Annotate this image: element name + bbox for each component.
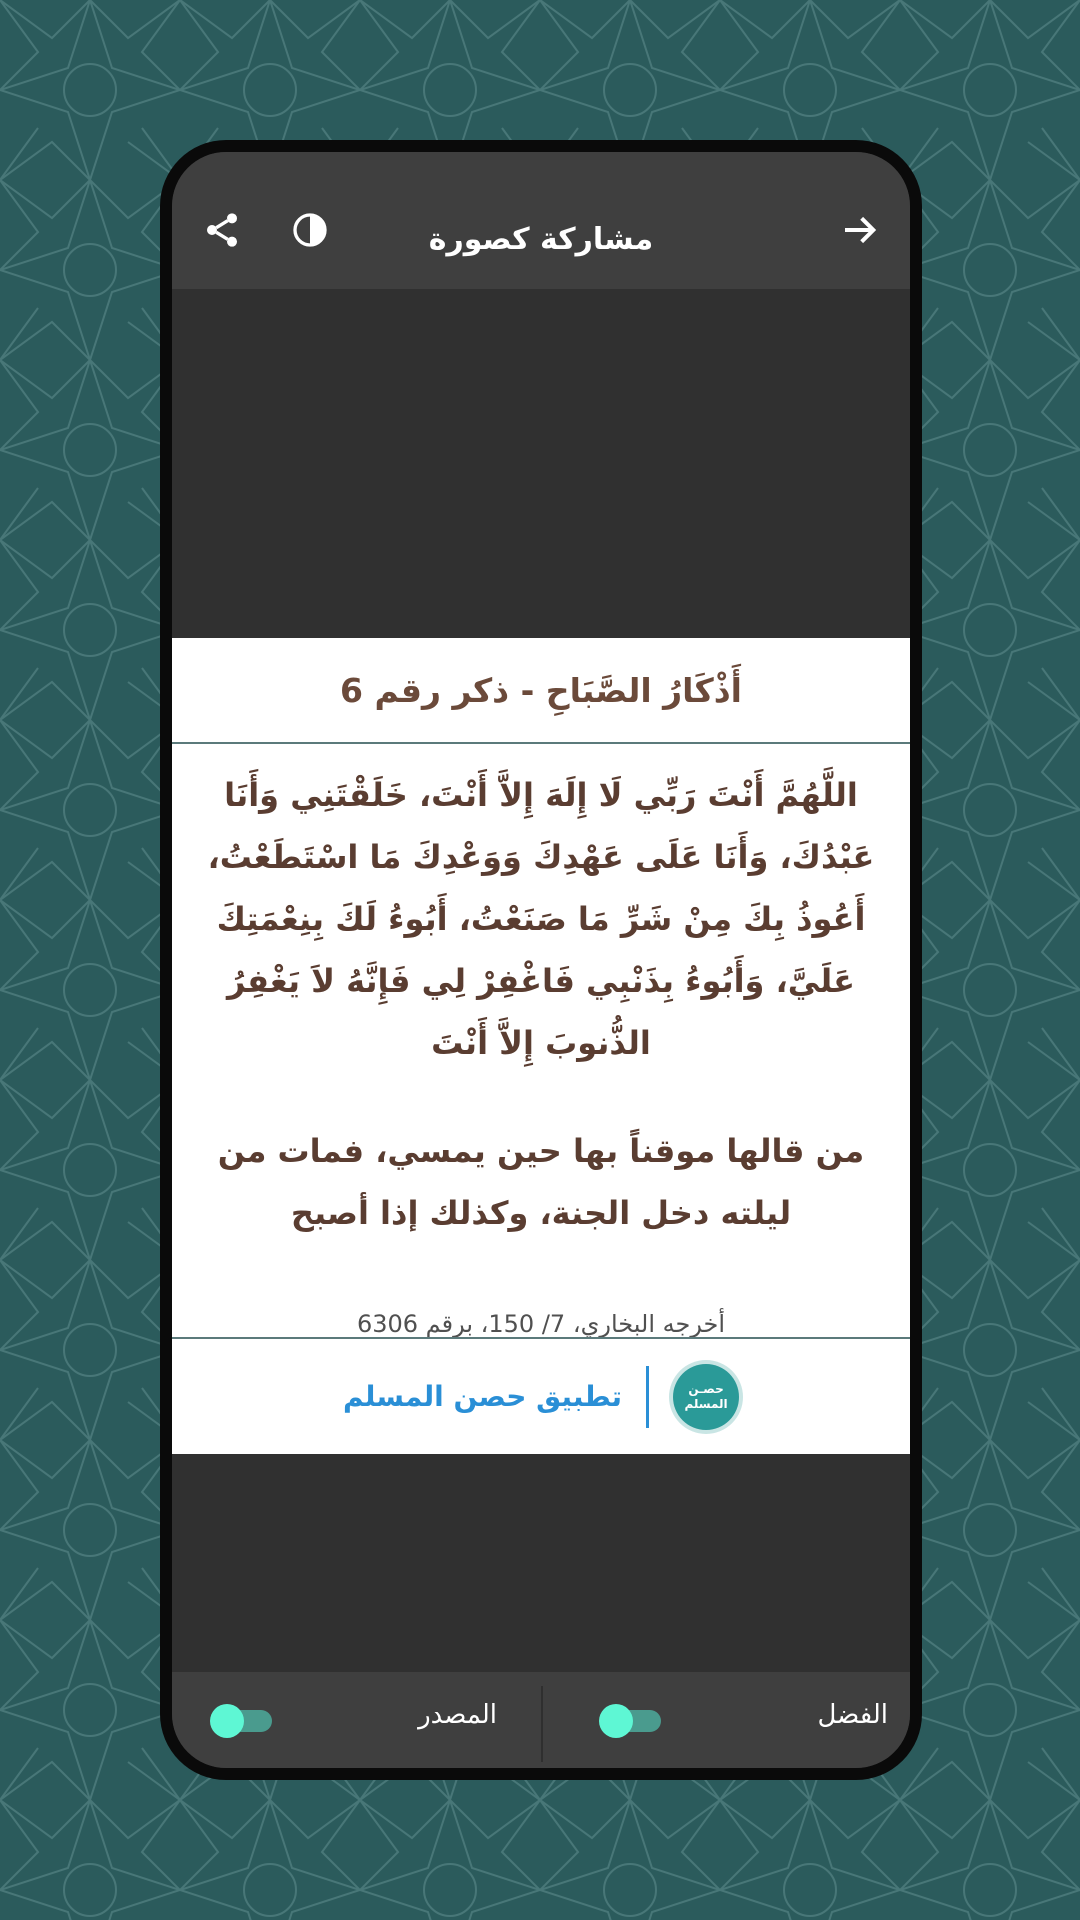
logo-line-1: حصـن — [688, 1381, 724, 1396]
source-toggle[interactable] — [210, 1704, 274, 1734]
top-app-bar — [172, 152, 910, 289]
app-logo — [673, 1364, 739, 1430]
virtue-label: الفضل — [817, 1700, 888, 1730]
footer-divider — [646, 1366, 649, 1428]
bottom-options-bar — [172, 1672, 910, 1768]
source-label: المصدر — [418, 1700, 497, 1730]
app-name: تطبيق حصن المسلم — [342, 1380, 623, 1413]
card-footer — [172, 1337, 910, 1454]
source-toggle-knob — [210, 1704, 244, 1738]
page-title: مشاركة كصورة — [428, 222, 654, 257]
logo-line-2: المسلم — [684, 1396, 728, 1411]
virtue-toggle-knob — [599, 1704, 633, 1738]
source-text: أخرجه البخاري، 7/ 150، برقم 6306 — [356, 1310, 726, 1338]
zikr-text: اللَّهُمَّ أَنْتَ رَبِّي لَا إِلَهَ إِلاَّ أَنْتَ، خَلَقْتَنِي وَأَنَا عَبْدُكَ، وَأَنَا عَلَى عَهْدِكَ وَوَعْدِكَ مَا اسْتَطَعْتُ، أَعُوذُ بِكَ مِنْ شَرِّ مَا صَنَعْتُ، أَبُوءُ لَكَ بِنِعْمَتِكَ عَلَيَّ، وَأَبُوءُ بِذَنْبِي فَاغْفِرْ لِي فَإِنَّهُ لاَ يَغْفِرُ الذُّنوبَ إِلاَّ أَنْتَ — [207, 776, 875, 1062]
card-body — [172, 744, 910, 1342]
virtue-option — [541, 1672, 910, 1768]
screen — [172, 152, 910, 1768]
phone-frame — [160, 140, 922, 1780]
card-title: أَذْكَارُ الصَّبَاحِ - ذكر رقم 6 — [172, 638, 910, 744]
bottom-separator — [541, 1686, 543, 1762]
virtue-text: من قالها موقناً بها حين يمسي، فمات من ليلته دخل الجنة، وكذلك إذا أصبح — [217, 1132, 865, 1232]
back-button[interactable] — [830, 200, 890, 260]
source-option — [172, 1672, 541, 1768]
zikr-share-card — [172, 638, 910, 1454]
virtue-toggle[interactable] — [599, 1704, 663, 1734]
arrow-right-icon — [840, 210, 880, 250]
